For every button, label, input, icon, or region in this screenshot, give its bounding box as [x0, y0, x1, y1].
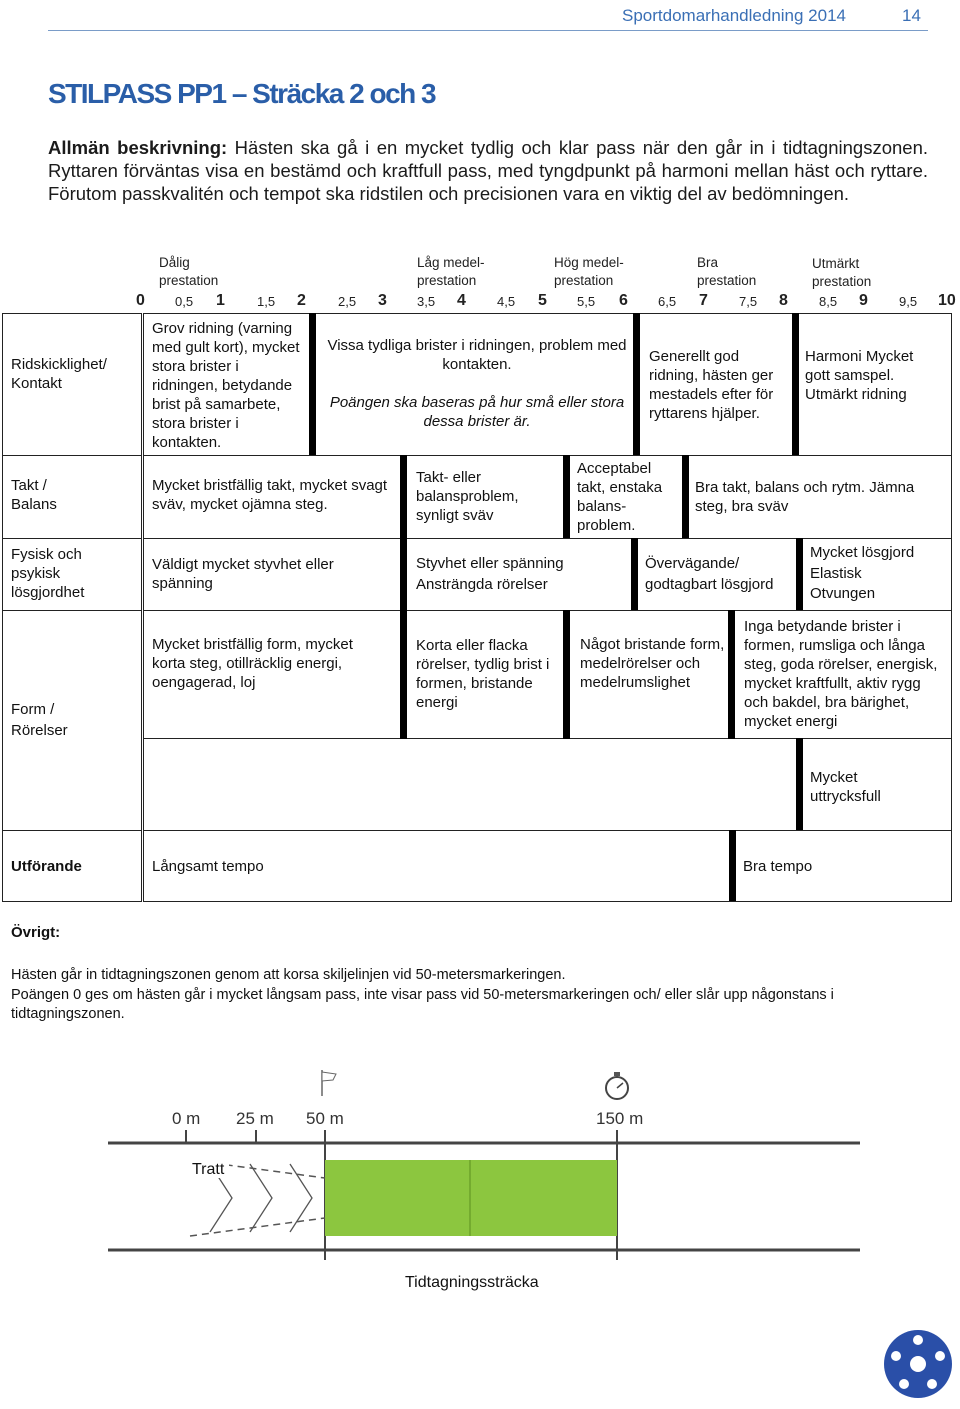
- scale-0-5: 0,5: [175, 294, 194, 309]
- divider-bar: [631, 538, 638, 611]
- page-number: 14: [902, 6, 921, 25]
- header-rule: [48, 30, 928, 31]
- divider-bar: [796, 738, 803, 831]
- general-description-label: Allmän beskrivning:: [48, 137, 228, 158]
- funnel-label: Tratt: [192, 1161, 225, 1178]
- execution-slow-text: Långsamt tempo: [152, 858, 264, 875]
- rhythm-low-average-text: Takt- eller balansproblem, synligt sväv: [416, 469, 519, 524]
- level-label-poor: Dålig prestation: [159, 255, 219, 288]
- divider-bar: [796, 538, 803, 611]
- scale-4-5: 4,5: [497, 294, 516, 309]
- timing-caption: Tidtagningssträcka: [405, 1274, 539, 1291]
- form-average-text: Något bristande form, medelrörelser och medelrumslighet: [580, 636, 725, 691]
- row-label-execution: Utförande: [11, 858, 82, 875]
- divider-bar: [400, 538, 407, 611]
- riding-poor-text: Grov ridning (varning med gult kort), mycket stora brister i ridningen, betydande brist på samarbete, stora brister i kontakten.: [152, 320, 300, 451]
- scale-1-5: 1,5: [257, 294, 276, 309]
- scale-0: 0: [136, 292, 145, 309]
- riding-average-note: Poängen ska baseras på hur små eller stora dessa brister är.: [329, 394, 625, 430]
- stopwatch-icon: [606, 1072, 628, 1099]
- form-good-text: Inga betydande brister i formen, rumsliga och långa steg, goda rörelser, energisk, mycket kraftfullt, aktiv rygg och bakdel, bra bärighet, mycket energi: [744, 618, 938, 730]
- timing-track-diagram: [0, 1060, 960, 1300]
- scale-6-5: 6,5: [658, 294, 677, 309]
- divider-bar: [633, 313, 640, 456]
- suppleness-average-text: Styvhet eller spänning Ansträngda rörelser: [416, 555, 564, 593]
- scale-10: 10: [938, 292, 956, 309]
- scale-9: 9: [859, 292, 868, 309]
- level-label-low-average: Låg medel- prestation: [417, 255, 485, 288]
- level-label-high-average: Hög medel- prestation: [554, 255, 624, 288]
- riding-good-text: Generellt god ridning, hästen ger mestadels efter för ryttarens hjälper.: [649, 348, 774, 422]
- scale-2-5: 2,5: [338, 294, 357, 309]
- form-poor-text: Mycket bristfällig form, mycket korta steg, otillräcklig energi, oengagerad, loj: [152, 636, 353, 691]
- general-description: [48, 136, 928, 205]
- form-low-average-text: Korta eller flacka rörelser, tydlig brist i formen, bristande energi: [416, 637, 550, 711]
- divider-bar: [682, 455, 689, 539]
- timing-zone: [325, 1160, 617, 1236]
- scale-1: 1: [216, 292, 225, 309]
- scale-7-5: 7,5: [739, 294, 758, 309]
- level-label-good: Bra prestation: [697, 255, 757, 288]
- other-heading: Övrigt:: [11, 924, 61, 941]
- flag-icon: [322, 1070, 336, 1096]
- rhythm-poor-text: Mycket bristfällig takt, mycket svagt sväv, mycket ojämna steg.: [152, 477, 388, 513]
- scale-5: 5: [538, 292, 547, 309]
- suppleness-good-text: Övervägande/ godtagbart lösgjord: [645, 555, 774, 593]
- divider-bar: [792, 313, 799, 456]
- scale-8: 8: [779, 292, 788, 309]
- scale-9-5: 9,5: [899, 294, 918, 309]
- general-description-text: Hästen ska gå i en mycket tydlig och klar pass när den går in i tidtagningszonen. Ryttaren förväntas visa en bestämd och kraftfull pass, med tyngdpunkt på harmoni mellan häst och ryttare. Förutom passkvalitén och tempot ska ridstilen och precisionen vara en viktig del av bedömningen.: [48, 137, 928, 204]
- divider-bar: [728, 610, 735, 739]
- row-label-riding-skill: Ridskicklighet/ Kontakt: [11, 356, 107, 392]
- other-text: Hästen går in tidtagningszonen genom att korsa skiljelinjen vid 50-metersmarkeringen. Poängen 0 ges om hästen går i mycket långsam pass, inte visar pass vid 50-metersmarkeringen och/ eller slår upp någonstans i tidtagningszonen.: [11, 967, 834, 1022]
- scale-8-5: 8,5: [819, 294, 838, 309]
- riding-average-text: Vissa tydliga brister i ridningen, problem med kontakten.: [327, 337, 627, 373]
- riding-excellent-text: Harmoni Mycket gott samspel. Utmärkt ridning: [805, 348, 914, 403]
- divider-bar: [729, 830, 736, 901]
- divider-bar: [563, 610, 570, 739]
- rhythm-good-text: Bra takt, balans och rytm. Jämna steg, bra sväv: [695, 479, 915, 515]
- marker-0m: 0 m: [172, 1109, 201, 1128]
- running-header-title: Sportdomarhandledning 2014: [622, 6, 847, 25]
- rhythm-high-average-text: Acceptabel takt, enstaka balans-problem.: [577, 460, 663, 534]
- divider-bar: [563, 455, 570, 539]
- scale-6: 6: [619, 292, 628, 309]
- divider-bar: [309, 313, 316, 456]
- row-label-form: Form / Rörelser: [11, 701, 68, 739]
- divider-bar: [400, 455, 407, 539]
- marker-25m: 25 m: [236, 1109, 274, 1128]
- level-label-excellent: Utmärkt prestation: [812, 256, 872, 289]
- suppleness-excellent-text: Mycket lösgjord Elastisk Otvungen: [810, 544, 915, 602]
- row-label-suppleness: Fysisk och psykisk lösgjordhet: [11, 546, 85, 601]
- scale-3-5: 3,5: [417, 294, 436, 309]
- scale-4: 4: [457, 292, 466, 309]
- logo-icon: [880, 1326, 956, 1402]
- row-box-execution: [143, 830, 952, 902]
- form-excellent-text: Mycket uttrycksfull: [810, 769, 881, 805]
- scale-5-5: 5,5: [577, 294, 596, 309]
- marker-50m: 50 m: [306, 1109, 344, 1128]
- marker-150m: 150 m: [596, 1109, 644, 1128]
- suppleness-poor-text: Väldigt mycket styvhet eller spänning: [152, 556, 334, 592]
- execution-good-text: Bra tempo: [743, 858, 813, 875]
- scale-3: 3: [378, 292, 387, 309]
- divider-bar: [400, 610, 407, 739]
- page-title: STILPASS PP1 – Sträcka 2 och 3: [48, 78, 436, 109]
- row-label-rhythm: Takt / Balans: [11, 477, 57, 513]
- scale-7: 7: [699, 292, 708, 309]
- scale-2: 2: [297, 292, 306, 309]
